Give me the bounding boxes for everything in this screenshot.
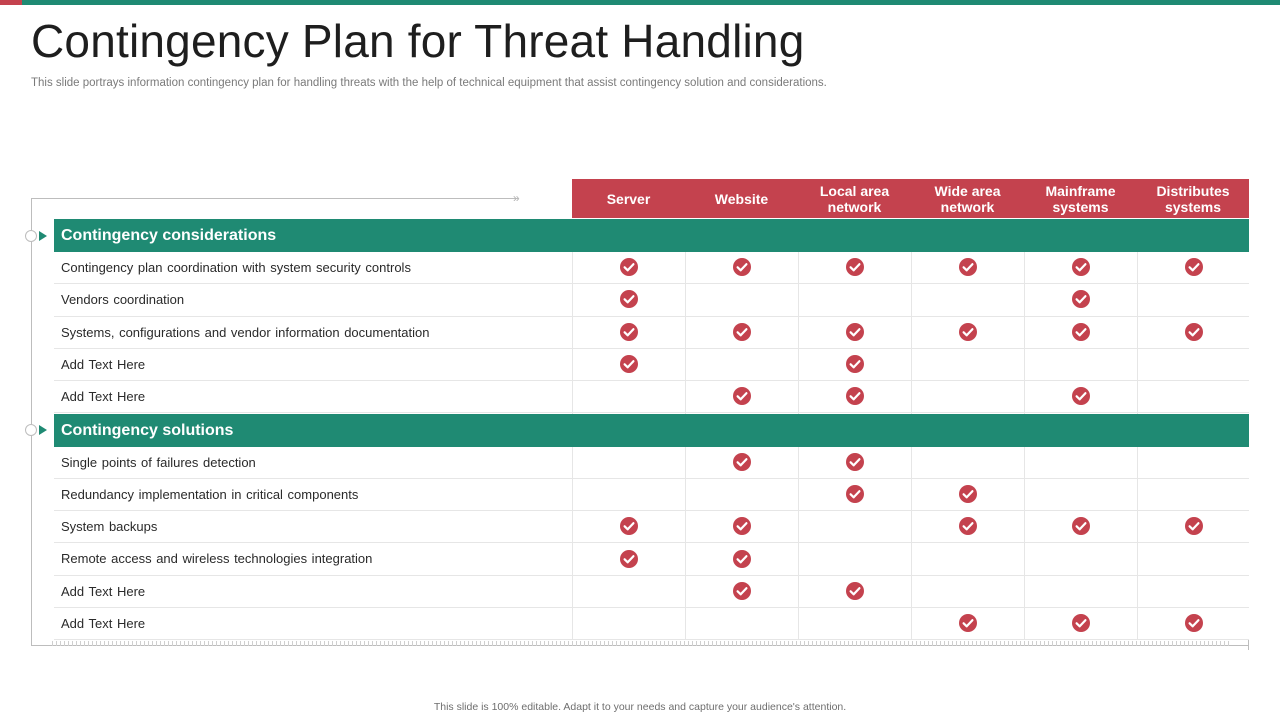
section-header xyxy=(54,414,1249,447)
bracket-top-line xyxy=(31,198,518,199)
column-divider xyxy=(685,252,686,414)
play-triangle-icon xyxy=(39,231,47,241)
top-accent-bar xyxy=(0,0,1280,5)
check-circle-icon xyxy=(1185,614,1203,632)
check-circle-icon xyxy=(733,453,751,471)
check-circle-icon xyxy=(1185,323,1203,341)
column-header: Server xyxy=(572,179,685,218)
check-circle-icon xyxy=(733,582,751,600)
section-title: Contingency solutions xyxy=(61,421,234,439)
section-marker xyxy=(25,424,47,436)
slide-footer: This slide is 100% editable. Adapt it to your needs and capture your audience's attention. xyxy=(433,701,847,713)
check-circle-icon xyxy=(620,517,638,535)
top-accent-red-tab xyxy=(0,0,22,5)
row-label: Systems, configurations and vendor information documentation xyxy=(61,324,430,340)
check-circle-icon xyxy=(959,517,977,535)
section-marker xyxy=(25,230,47,242)
row-label: Contingency plan coordination with system security controls xyxy=(61,260,411,275)
column-divider xyxy=(798,252,799,414)
column-divider xyxy=(1024,447,1025,641)
table-row xyxy=(54,349,1249,381)
check-circle-icon xyxy=(1185,517,1203,535)
table-row xyxy=(54,608,1249,640)
check-circle-icon xyxy=(1072,387,1090,405)
check-circle-icon xyxy=(1072,258,1090,276)
check-circle-icon xyxy=(733,323,751,341)
table-row xyxy=(54,511,1249,543)
check-circle-icon xyxy=(959,323,977,341)
check-circle-icon xyxy=(733,550,751,568)
row-label: Redundancy implementation in critical components xyxy=(61,486,359,502)
column-header: Distributes systems xyxy=(1137,179,1249,218)
check-circle-icon xyxy=(733,258,751,276)
check-circle-icon xyxy=(846,323,864,341)
row-label: Single points of failures detection xyxy=(61,454,256,470)
column-divider xyxy=(911,447,912,641)
row-label: Remote access and wireless technologies integration xyxy=(61,551,373,567)
bracket-end-tick xyxy=(1248,640,1249,650)
column-divider xyxy=(911,252,912,414)
bracket-left-line xyxy=(31,198,32,645)
table-row xyxy=(54,576,1249,608)
column-header: Local area network xyxy=(798,179,911,218)
column-divider xyxy=(1137,447,1138,641)
check-circle-icon xyxy=(1072,517,1090,535)
check-circle-icon xyxy=(1072,290,1090,308)
column-header: Mainframe systems xyxy=(1024,179,1137,218)
row-label: Add Text Here xyxy=(61,356,146,372)
column-divider xyxy=(572,447,573,641)
check-circle-icon xyxy=(846,387,864,405)
table-row xyxy=(54,317,1249,349)
check-circle-icon xyxy=(620,550,638,568)
check-circle-icon xyxy=(959,614,977,632)
check-circle-icon xyxy=(620,258,638,276)
column-header: Wide area network xyxy=(911,179,1024,218)
check-circle-icon xyxy=(959,258,977,276)
row-label: Add Text Here xyxy=(61,583,146,599)
row-label: Add Text Here xyxy=(61,616,146,631)
check-circle-icon xyxy=(846,453,864,471)
column-header: Website xyxy=(685,179,798,218)
row-label: Add Text Here xyxy=(61,389,146,405)
check-circle-icon xyxy=(846,355,864,373)
check-circle-icon xyxy=(846,485,864,503)
slide-title: Contingency Plan for Threat Handling xyxy=(31,15,805,67)
column-divider xyxy=(685,447,686,641)
table-row xyxy=(54,447,1249,479)
check-circle-icon xyxy=(733,387,751,405)
section-header xyxy=(54,219,1249,252)
column-divider xyxy=(798,447,799,641)
check-circle-icon xyxy=(620,323,638,341)
row-label: Vendors coordination xyxy=(61,292,185,308)
table-row xyxy=(54,479,1249,511)
table-row xyxy=(54,252,1249,284)
row-label: System backups xyxy=(61,519,158,535)
check-circle-icon xyxy=(733,517,751,535)
table-row xyxy=(54,284,1249,316)
table-row xyxy=(54,543,1249,575)
check-circle-icon xyxy=(1072,323,1090,341)
double-chevron-right-icon: » xyxy=(513,191,520,205)
table-row xyxy=(54,381,1249,413)
check-circle-icon xyxy=(846,582,864,600)
play-triangle-icon xyxy=(39,425,47,435)
column-divider xyxy=(1024,252,1025,414)
column-divider xyxy=(1137,252,1138,414)
timeline-dot-icon xyxy=(25,424,37,436)
check-circle-icon xyxy=(620,290,638,308)
check-circle-icon xyxy=(620,355,638,373)
section-title: Contingency considerations xyxy=(61,227,277,244)
column-divider xyxy=(572,252,573,414)
check-circle-icon xyxy=(1185,258,1203,276)
timeline-dot-icon xyxy=(25,230,37,242)
check-circle-icon xyxy=(846,258,864,276)
check-circle-icon xyxy=(959,485,977,503)
slide-subtitle: This slide portrays information contingency plan for handling threats with the help of technical equipment that assist contingency solution and considerations. xyxy=(31,77,827,89)
bracket-ruler-ticks xyxy=(52,641,1230,646)
check-circle-icon xyxy=(1072,614,1090,632)
